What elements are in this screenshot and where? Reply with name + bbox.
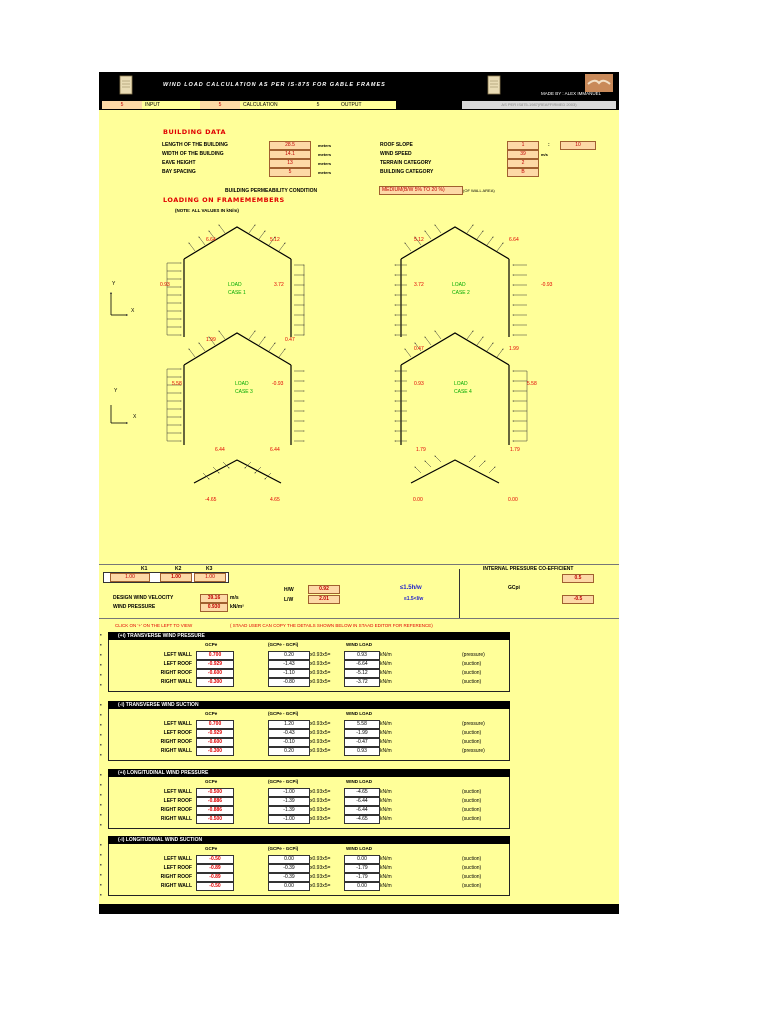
load-value: 5.58	[344, 720, 380, 729]
diff-value: -1.39	[268, 797, 310, 806]
multiplier: x0.93x5=	[310, 883, 331, 889]
load-arrows-case-5	[203, 462, 271, 479]
case3-right-wall-value: -0.93	[272, 381, 284, 387]
load-unit: kN/m	[380, 670, 392, 676]
ipc-title: INTERNAL PRESSURE CO-EFFICIENT	[483, 566, 574, 572]
section-title[interactable]: (+i) LONGITUDINAL WIND PRESSURE	[108, 769, 510, 777]
section-divider	[99, 618, 619, 619]
load-value: 0.00	[344, 855, 380, 864]
wind-speed-label: WIND SPEED	[380, 151, 412, 157]
gcpe-value: -0.300	[196, 678, 234, 687]
member-label: RIGHT ROOF	[160, 807, 192, 813]
gcpe-value: -0.89	[196, 864, 234, 873]
multiplier: x0.93x5=	[310, 816, 331, 822]
case6-right-roof-value: 1.79	[510, 447, 520, 453]
axis-x-label-1: X	[131, 308, 135, 314]
building-category-input[interactable]: B	[507, 168, 539, 177]
gcpe-value: 0.700	[196, 720, 234, 729]
building-category-label: BUILDING CATEGORY	[380, 169, 434, 175]
load-unit: kN/m	[380, 816, 392, 822]
bay-unit: meters	[318, 170, 332, 175]
axis-y-label-1: Y	[112, 281, 116, 287]
load-value: -1.79	[344, 864, 380, 873]
case2-left-wall-value: 3.72	[414, 282, 424, 288]
load-unit: kN/m	[380, 798, 392, 804]
case4-right-wall-value: 5.58	[527, 381, 537, 387]
terrain-category-input[interactable]: 2	[507, 159, 539, 168]
velocity-value: 39.16	[200, 594, 228, 603]
load-value: -4.65	[344, 788, 380, 797]
multiplier: x0.93x5=	[310, 661, 331, 667]
col-header-load: WIND LOAD	[346, 846, 372, 851]
case5-left-value: -4.65	[205, 497, 217, 503]
axis-y-label-2: Y	[114, 388, 118, 394]
load-type: (suction)	[462, 816, 482, 822]
case1-right-wall-value: 3.72	[274, 282, 284, 288]
load-type: (pressure)	[462, 721, 485, 727]
member-label: RIGHT WALL	[160, 748, 192, 754]
case4-left-roof-value: 0.47	[414, 346, 424, 352]
load-value: -6.64	[344, 660, 380, 669]
load-type: (suction)	[462, 856, 482, 862]
member-label: LEFT ROOF	[163, 798, 192, 804]
diff-value: -1.39	[268, 806, 310, 815]
gcpe-value: -0.929	[196, 729, 234, 738]
load-unit: kN/m	[380, 789, 392, 795]
wind-speed-unit: m/s	[541, 152, 548, 157]
multiplier: x0.93x5=	[310, 874, 331, 880]
load-type: (suction)	[462, 874, 482, 880]
load-type: (suction)	[462, 739, 482, 745]
building-data-title: BUILDING DATA	[163, 128, 227, 136]
axis-icon-1	[111, 293, 127, 315]
axis-icon-2	[111, 405, 127, 423]
case3-right-roof-value: 0.47	[285, 337, 295, 343]
loading-title: LOADING ON FRAMEMEMBERS	[163, 196, 285, 204]
load-type: (suction)	[462, 789, 482, 795]
section-divider	[99, 564, 619, 565]
gcpe-value: -0.300	[196, 747, 234, 756]
tab-input[interactable]: INPUT	[142, 101, 200, 109]
diff-value: -0.39	[268, 864, 310, 873]
outline-expand-markers[interactable]	[99, 630, 105, 900]
load-value: -1.79	[344, 873, 380, 882]
load-type: (pressure)	[462, 652, 485, 658]
velocity-unit: m/s	[230, 595, 239, 601]
author-credit: MADE BY : ALEX IMMANUEL	[541, 91, 602, 96]
col-header-load: WIND LOAD	[346, 711, 372, 716]
tab-output[interactable]: OUTPUT	[338, 101, 396, 109]
member-label: RIGHT ROOF	[160, 670, 192, 676]
multiplier: x0.93x5=	[310, 789, 331, 795]
width-label: WIDTH OF THE BUILDING	[162, 151, 224, 157]
roof-slope-rise-input[interactable]: 1	[507, 141, 539, 150]
diff-value: 1.20	[268, 720, 310, 729]
member-label: LEFT WALL	[163, 652, 192, 658]
member-label: LEFT ROOF	[163, 865, 192, 871]
gcpe-value: -0.886	[196, 806, 234, 815]
frame-case-6	[411, 460, 499, 483]
load-type: (suction)	[462, 679, 482, 685]
scroll-icon	[486, 74, 502, 96]
case3-label: LOAD	[235, 381, 249, 387]
member-label: RIGHT WALL	[160, 816, 192, 822]
k2-value: 1.00	[160, 573, 192, 582]
pressure-label: WIND PRESSURE	[113, 604, 156, 610]
load-value: -0.47	[344, 738, 380, 747]
section-title[interactable]: (-i) TRANSVERSE WIND SUCTION	[108, 701, 510, 709]
bay-spacing-label: BAY SPACING	[162, 169, 196, 175]
diff-value: 0.00	[268, 855, 310, 864]
load-type: (suction)	[462, 670, 482, 676]
load-value: -6.44	[344, 797, 380, 806]
hw-value: 0.92	[308, 585, 340, 594]
diff-value: -1.43	[268, 660, 310, 669]
multiplier: x0.93x5=	[310, 739, 331, 745]
col-header-diff: (GCPe - GCPi)	[268, 779, 299, 784]
diff-value: 0.20	[268, 747, 310, 756]
diff-value: -1.10	[268, 669, 310, 678]
diff-value: 0.20	[268, 651, 310, 660]
load-unit: kN/m	[380, 865, 392, 871]
case5-right-value: 4.65	[270, 497, 280, 503]
col-header-load: WIND LOAD	[346, 642, 372, 647]
gcpe-value: -0.600	[196, 669, 234, 678]
load-unit: kN/m	[380, 661, 392, 667]
gcpe-value: -0.886	[196, 797, 234, 806]
col-header-gcpe: GCPe	[205, 846, 218, 851]
click-note: CLICK ON '+' ON THE LEFT TO VIEW	[115, 623, 193, 628]
case4-label-num: CASE 4	[454, 389, 472, 395]
case2-label-num: CASE 2	[452, 290, 470, 296]
footer-bar	[99, 904, 619, 914]
multiplier: x0.93x5=	[310, 652, 331, 658]
case4-label: LOAD	[454, 381, 468, 387]
case2-right-roof-value: 6.64	[509, 237, 519, 243]
pressure-value: 0.930	[200, 603, 228, 612]
case4-left-wall-value: 0.93	[414, 381, 424, 387]
code-reference: AS PER IS875-1987(REAFFIRMED 2003)	[462, 101, 616, 109]
eave-unit: meters	[318, 161, 332, 166]
member-label: RIGHT ROOF	[160, 739, 192, 745]
multiplier: x0.93x5=	[310, 721, 331, 727]
load-type: (suction)	[462, 798, 482, 804]
roof-slope-run-input[interactable]: 10	[560, 141, 596, 150]
k2-label: K2	[175, 566, 182, 572]
case1-left-wall-value: 0.93	[160, 282, 170, 288]
case6-left-value: 0.00	[413, 497, 423, 503]
length-label: LENGTH OF THE BUILDING	[162, 142, 228, 148]
length-unit: meters	[318, 143, 332, 148]
case6-right-value: 0.00	[508, 497, 518, 503]
member-label: RIGHT ROOF	[160, 874, 192, 880]
tab-strip	[102, 101, 396, 109]
multiplier: x0.93x5=	[310, 670, 331, 676]
load-value: -5.12	[344, 669, 380, 678]
load-arrows-case-1	[167, 225, 304, 335]
diff-value: -1.00	[268, 788, 310, 797]
handshake-icon	[585, 74, 613, 92]
load-value: 0.93	[344, 747, 380, 756]
load-value: -1.99	[344, 729, 380, 738]
hw-label: H/W	[284, 587, 294, 593]
gcpe-value: 0.700	[196, 651, 234, 660]
multiplier: x0.93x5=	[310, 730, 331, 736]
load-unit: kN/m	[380, 748, 392, 754]
width-unit: meters	[318, 152, 332, 157]
load-unit: kN/m	[380, 856, 392, 862]
staad-note: ( STAAD USER CAN COPY THE DETAILS SHOWN BELOW IN STAAD EDITOR FOR REFERENCE)	[230, 623, 433, 628]
load-unit: kN/m	[380, 883, 392, 889]
section-title[interactable]: (-i) LONGITUDINAL WIND SUCTION	[108, 836, 510, 844]
multiplier: x0.93x5=	[310, 748, 331, 754]
load-unit: kN/m	[380, 730, 392, 736]
k1-label: K1	[141, 566, 148, 572]
lw-value: 2.01	[308, 595, 340, 604]
case1-label-num: CASE 1	[228, 290, 246, 296]
tab-output-marker[interactable]: 5	[298, 101, 338, 109]
load-unit: kN/m	[380, 874, 392, 880]
k3-value: 1.00	[194, 573, 226, 582]
gcpe-value: -0.929	[196, 660, 234, 669]
wind-speed-input[interactable]: 39	[507, 150, 539, 159]
tab-input-marker[interactable]: 5	[102, 101, 142, 109]
k1-value: 1.00	[110, 573, 150, 582]
gcpe-value: -0.50	[196, 882, 234, 891]
diff-value: -0.80	[268, 678, 310, 687]
case2-label: LOAD	[452, 282, 466, 288]
length-input[interactable]: 28.5	[269, 141, 311, 150]
gcpe-value: -0.500	[196, 788, 234, 797]
case3-left-roof-value: 1.99	[206, 337, 216, 343]
col-header-gcpe: GCPe	[205, 711, 218, 716]
permeability-label: BUILDING PERMEABILITY CONDITION	[225, 188, 318, 194]
diff-value: 0.00	[268, 882, 310, 891]
section-title[interactable]: (+i) TRANSVERSE WIND PRESSURE	[108, 632, 510, 640]
col-header-diff: (GCPe - GCPi)	[268, 642, 299, 647]
axis-x-label-2: X	[133, 414, 137, 420]
load-value: 0.93	[344, 651, 380, 660]
gcpe-value: -0.600	[196, 738, 234, 747]
case1-right-roof-value: 5.12	[270, 237, 280, 243]
load-value: -3.72	[344, 678, 380, 687]
case4-right-roof-value: 1.99	[509, 346, 519, 352]
load-type: (suction)	[462, 883, 482, 889]
terrain-category-label: TERRAIN CATEGORY	[380, 160, 432, 166]
multiplier: x0.93x5=	[310, 856, 331, 862]
case1-label: LOAD	[228, 282, 242, 288]
case1-left-roof-value: 6.64	[206, 237, 216, 243]
eave-height-input[interactable]: 13	[269, 159, 311, 168]
member-label: LEFT WALL	[163, 721, 192, 727]
loading-note: (NOTE: ALL VALUES IN kN/m)	[175, 208, 239, 213]
col-header-gcpe: GCPe	[205, 779, 218, 784]
frame-case-5	[194, 460, 281, 483]
diff-value: -0.39	[268, 873, 310, 882]
gcpe-value: -0.50	[196, 855, 234, 864]
velocity-label: DESIGN WIND VELOCITY	[113, 595, 174, 601]
member-label: RIGHT WALL	[160, 679, 192, 685]
k3-label: K3	[206, 566, 213, 572]
multiplier: x0.93x5=	[310, 807, 331, 813]
hw-condition: ≤1.5h/w	[400, 585, 422, 591]
gcpe-value: -0.89	[196, 873, 234, 882]
diff-value: -0.43	[268, 729, 310, 738]
load-value: -6.44	[344, 806, 380, 815]
col-header-diff: (GCPe - GCPi)	[268, 846, 299, 851]
tab-calculation[interactable]: CALCULATION	[240, 101, 298, 109]
load-unit: kN/m	[380, 652, 392, 658]
app-title: WIND LOAD CALCULATION AS PER IS-875 FOR GABLE FRAMES	[163, 82, 386, 88]
load-unit: kN/m	[380, 679, 392, 685]
scroll-icon	[118, 74, 134, 96]
bay-spacing-input[interactable]: 5	[269, 168, 311, 177]
member-label: LEFT WALL	[163, 856, 192, 862]
load-case-diagrams	[99, 215, 619, 515]
eave-height-label: EAVE HEIGHT	[162, 160, 196, 166]
load-unit: kN/m	[380, 721, 392, 727]
member-label: RIGHT WALL	[160, 883, 192, 889]
gcpi-negative: -0.5	[562, 595, 594, 604]
gcpe-value: -0.500	[196, 815, 234, 824]
load-type: (suction)	[462, 865, 482, 871]
case2-left-roof-value: 5.12	[414, 237, 424, 243]
ipc-divider	[459, 569, 460, 619]
multiplier: x0.93x5=	[310, 798, 331, 804]
load-type: (suction)	[462, 807, 482, 813]
case3-label-num: CASE 3	[235, 389, 253, 395]
case5-right-roof-value: 6.44	[270, 447, 280, 453]
case5-left-roof-value: 6.44	[215, 447, 225, 453]
load-value: -4.65	[344, 815, 380, 824]
load-value: 0.00	[344, 882, 380, 891]
permeability-select[interactable]: MEDIUM(B/W 5% TO 20 %)	[379, 186, 463, 195]
member-label: LEFT ROOF	[163, 661, 192, 667]
pressure-unit: kN/m²	[230, 604, 244, 610]
col-header-load: WIND LOAD	[346, 779, 372, 784]
multiplier: x0.93x5=	[310, 865, 331, 871]
member-label: LEFT ROOF	[163, 730, 192, 736]
diff-value: -0.10	[268, 738, 310, 747]
col-header-diff: (GCPe - GCPi)	[268, 711, 299, 716]
col-header-gcpe: GCPe	[205, 642, 218, 647]
gcpi-label: GCpi	[508, 585, 520, 591]
permeability-note: (OF WALL AREA)	[463, 188, 495, 193]
case3-left-wall-value: 5.58	[172, 381, 182, 387]
member-label: LEFT WALL	[163, 789, 192, 795]
lw-condition: ≤1.5<l/w	[404, 596, 424, 602]
load-arrows-case-6	[415, 456, 495, 473]
load-type: (suction)	[462, 661, 482, 667]
load-unit: kN/m	[380, 739, 392, 745]
case6-left-roof-value: 1.79	[416, 447, 426, 453]
diff-value: -1.00	[268, 815, 310, 824]
lw-label: L/W	[284, 597, 294, 603]
gcpi-positive: 0.5	[562, 574, 594, 583]
ratio-separator: :	[548, 142, 550, 148]
multiplier: x0.93x5=	[310, 679, 331, 685]
tab-calculation-marker[interactable]: 5	[200, 101, 240, 109]
load-type: (suction)	[462, 730, 482, 736]
case2-right-wall-value: -0.93	[541, 282, 553, 288]
width-input[interactable]: 14.1	[269, 150, 311, 159]
load-type: (pressure)	[462, 748, 485, 754]
load-unit: kN/m	[380, 807, 392, 813]
roof-slope-label: ROOF SLOPE	[380, 142, 413, 148]
